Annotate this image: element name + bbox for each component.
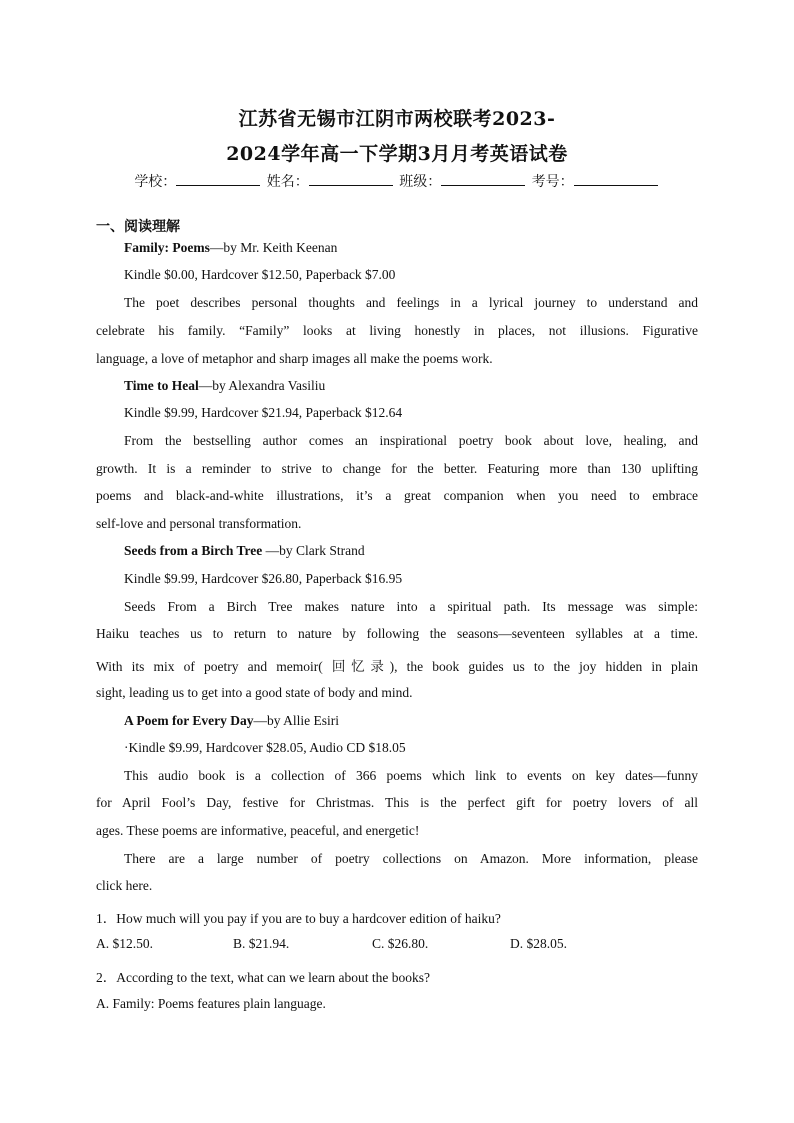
- book-prices: ·Kindle $9.99, Hardcover $28.05, Audio CD $18.05: [124, 740, 406, 755]
- book-author: —by Mr. Keith Keenan: [209, 240, 338, 255]
- exam-number-blank[interactable]: [574, 172, 658, 186]
- question-2-stem: 2．According to the text, what can we learn about the books?: [96, 970, 431, 985]
- book-prices: Kindle $9.99, Hardcover $26.80, Paperback $16.95: [124, 571, 403, 586]
- exam-title-line-1: 江苏省无锡市江阴市两校联考2023-: [238, 108, 556, 130]
- book-author: —by Clark Strand: [262, 543, 365, 558]
- book-author: —by Allie Esiri: [253, 713, 339, 728]
- class-label: 班级：: [399, 174, 442, 190]
- book-desc-line: This audio book is a collection of 366 poems which link to events on key dates—funny: [124, 768, 698, 783]
- book-desc-line: language, a love of metaphor and sharp images all make the poems work.: [96, 351, 493, 366]
- section-heading: 一、阅读理解: [96, 219, 180, 235]
- question-1-option-c[interactable]: C. $26.80.: [372, 936, 429, 951]
- book-title: Time to Heal: [124, 378, 199, 393]
- closing-line: click here.: [96, 878, 153, 893]
- name-label: 姓名：: [266, 174, 309, 190]
- question-1-option-a[interactable]: A. $12.50.: [96, 936, 153, 951]
- name-blank[interactable]: [309, 172, 393, 186]
- question-1-stem: 1．How much will you pay if you are to buy a hardcover edition of haiku?: [96, 911, 501, 926]
- book-desc-line: celebrate his family. “Family” looks at living honestly in places, not illusions. Figurative: [96, 323, 698, 338]
- book-desc-line: poems and black-and-white illustrations, it’s a great companion when you need to embrace: [96, 488, 698, 503]
- class-blank[interactable]: [441, 172, 525, 186]
- book-desc-line: self-love and personal transformation.: [96, 516, 302, 531]
- question-1-option-d[interactable]: D. $28.05.: [510, 936, 567, 951]
- student-info-fields: [0, 171, 794, 191]
- school-blank[interactable]: [176, 172, 260, 186]
- book-heading: [124, 713, 698, 729]
- book-prices: Kindle $9.99, Hardcover $21.94, Paperback $12.64: [124, 405, 403, 420]
- book-desc-line: Seeds From a Birch Tree makes nature into a spiritual path. Its message was simple:: [124, 599, 698, 614]
- question-1-option-b[interactable]: B. $21.94.: [233, 936, 290, 951]
- book-desc-line: growth. It is a reminder to strive to change for the better. Featuring more than 130 uplifting: [96, 461, 698, 476]
- book-desc-line: The poet describes personal thoughts and feelings in a lyrical journey to understand and: [124, 295, 698, 310]
- exam-number-label: 考号：: [531, 174, 574, 190]
- book-author: —by Alexandra Vasiliu: [198, 378, 326, 393]
- book-desc-line: sight, leading us to get into a good state of body and mind.: [96, 685, 413, 700]
- school-label: 学校：: [134, 174, 177, 190]
- book-title: Family: Poems: [124, 240, 210, 255]
- exam-title-line-2: 2024学年高一下学期3月月考英语试卷: [226, 143, 568, 165]
- book-desc-line: From the bestselling author comes an inspirational poetry book about love, healing, and: [124, 433, 698, 448]
- book-desc-line: for April Fool’s Day, festive for Christmas. This is the perfect gift for poetry lovers of all: [96, 795, 698, 810]
- question-2-option-a[interactable]: A. Family: Poems features plain language.: [96, 996, 326, 1011]
- book-title: A Poem for Every Day: [124, 713, 254, 728]
- book-desc-line: Haiku teaches us to return to nature by following the seasons—seventeen syllables at a time.: [96, 626, 698, 641]
- book-desc-line: With its mix of poetry and memoir( 回忆录), the book guides us to the joy hidden in plain: [96, 659, 698, 674]
- book-heading: [124, 240, 698, 256]
- closing-line: There are a large number of poetry collections on Amazon. More information, please: [124, 851, 698, 866]
- book-desc-line: ages. These poems are informative, peaceful, and energetic!: [96, 823, 420, 838]
- book-title: Seeds from a Birch Tree: [124, 543, 263, 558]
- book-prices: Kindle $0.00, Hardcover $12.50, Paperback $7.00: [124, 267, 396, 282]
- book-heading: [124, 543, 698, 559]
- book-heading: [124, 378, 698, 394]
